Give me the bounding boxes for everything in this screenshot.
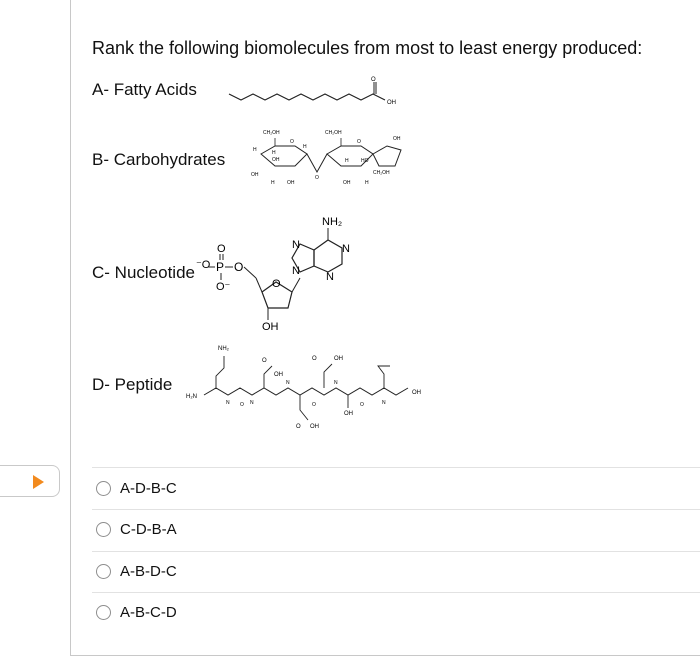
option-label: A-B-C-D <box>120 604 177 621</box>
svg-text:HO: HO <box>361 158 369 164</box>
svg-text:N: N <box>326 271 334 283</box>
svg-text:CH₂OH: CH₂OH <box>373 170 390 176</box>
divider <box>92 551 700 552</box>
svg-text:OH: OH <box>274 372 283 378</box>
svg-text:N: N <box>382 400 386 406</box>
radio-button[interactable] <box>96 522 111 537</box>
item-label-nucleotide: C- Nucleotide <box>92 263 195 282</box>
option-1[interactable] <box>96 480 177 497</box>
svg-text:O: O <box>296 424 301 430</box>
play-triangle-icon <box>33 475 44 489</box>
fa-o-label: O <box>371 77 376 83</box>
svg-text:O: O <box>312 356 317 362</box>
divider <box>92 509 700 510</box>
svg-text:H: H <box>345 158 349 164</box>
option-label: A-B-D-C <box>120 563 177 580</box>
svg-text:N: N <box>292 239 300 251</box>
svg-text:H: H <box>303 144 307 150</box>
option-label: C-D-B-A <box>120 521 177 538</box>
svg-text:O⁻: O⁻ <box>216 281 231 293</box>
svg-text:O: O <box>217 243 226 255</box>
svg-text:OH: OH <box>344 411 353 417</box>
svg-text:OH: OH <box>287 180 295 186</box>
svg-text:N: N <box>342 243 350 255</box>
divider <box>92 592 700 593</box>
svg-text:NH₂: NH₂ <box>322 216 343 228</box>
fatty-acid-structure <box>225 74 405 115</box>
radio-button[interactable] <box>96 564 111 579</box>
fa-oh-label: OH <box>387 100 396 106</box>
svg-text:H₂N: H₂N <box>186 394 197 400</box>
option-label: A-D-B-C <box>120 480 177 497</box>
svg-text:N: N <box>292 265 300 277</box>
svg-text:OH: OH <box>393 136 401 142</box>
svg-text:H: H <box>253 147 257 153</box>
svg-text:O: O <box>360 402 364 408</box>
option-3[interactable] <box>96 563 177 580</box>
svg-text:H: H <box>365 180 369 186</box>
svg-text:H: H <box>271 180 275 186</box>
svg-text:H: H <box>272 150 276 156</box>
svg-text:O: O <box>357 139 361 145</box>
svg-text:O: O <box>272 278 281 290</box>
svg-text:OH: OH <box>310 424 319 430</box>
svg-text:OH: OH <box>262 321 279 333</box>
svg-text:N: N <box>334 380 338 386</box>
svg-text:OH: OH <box>251 172 259 178</box>
svg-text:P: P <box>216 260 225 274</box>
flag-question-button[interactable] <box>0 465 60 497</box>
peptide-structure <box>186 340 426 440</box>
svg-text:OH: OH <box>334 356 343 362</box>
svg-text:N: N <box>250 400 254 406</box>
svg-text:CH₂OH: CH₂OH <box>263 130 280 136</box>
item-label-peptide: D- Peptide <box>92 375 173 394</box>
item-label-fatty-acids: A- Fatty Acids <box>92 80 197 99</box>
svg-text:NH₂: NH₂ <box>218 346 229 352</box>
svg-text:N: N <box>226 400 230 406</box>
svg-text:N: N <box>286 380 290 386</box>
question-prompt: Rank the following biomolecules from most to least energy produced: <box>92 38 643 58</box>
svg-text:OH: OH <box>272 157 280 163</box>
svg-text:O: O <box>262 358 267 364</box>
item-label-carbohydrates: B- Carbohydrates <box>92 150 226 169</box>
svg-text:O: O <box>240 402 244 408</box>
option-2[interactable] <box>96 521 177 538</box>
nucleotide-structure <box>196 210 376 345</box>
option-4[interactable] <box>96 604 177 621</box>
svg-text:⁻O: ⁻O <box>196 259 211 271</box>
svg-text:O: O <box>315 175 319 181</box>
svg-text:OH: OH <box>412 390 421 396</box>
radio-button[interactable] <box>96 605 111 620</box>
svg-text:O: O <box>312 402 316 408</box>
svg-text:O: O <box>290 139 294 145</box>
svg-text:OH: OH <box>343 180 351 186</box>
divider <box>92 467 700 468</box>
svg-text:O: O <box>234 260 244 274</box>
carbohydrate-structure <box>245 126 415 201</box>
radio-button[interactable] <box>96 481 111 496</box>
svg-text:CH₂OH: CH₂OH <box>325 130 342 136</box>
